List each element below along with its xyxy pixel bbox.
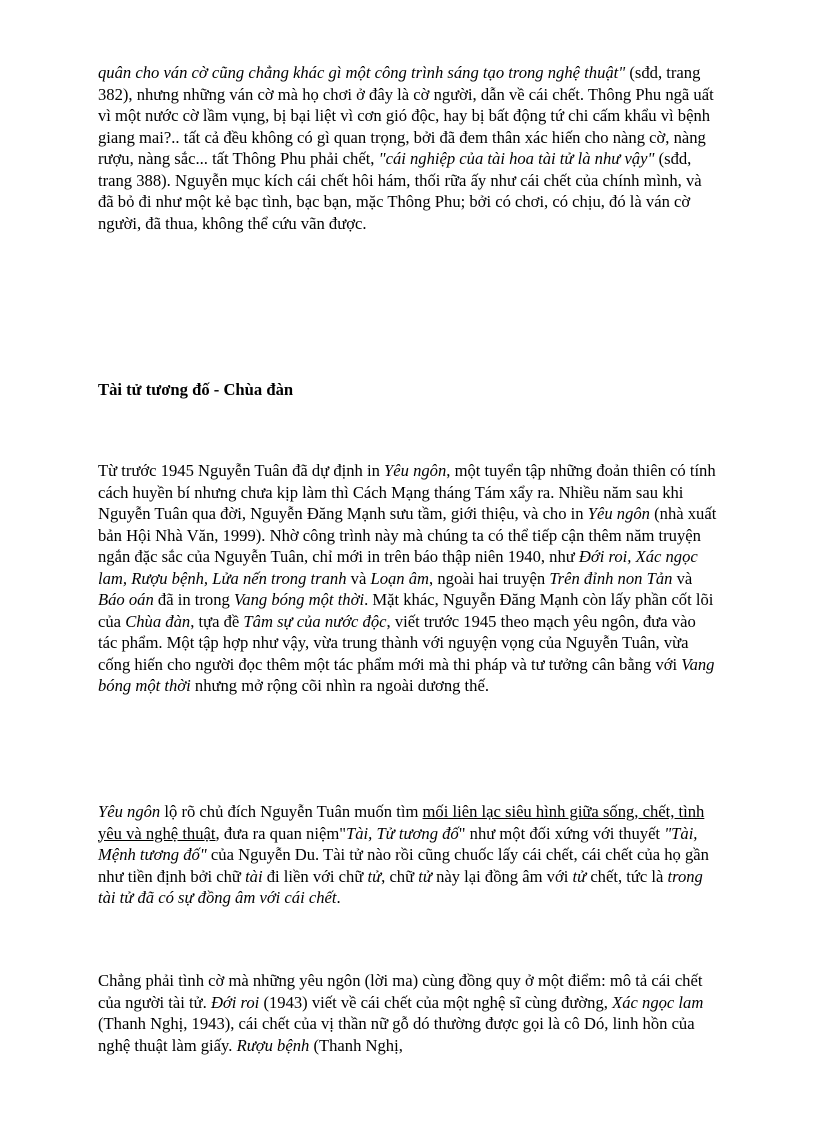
text-segment: Loạn âm bbox=[370, 568, 430, 588]
text-segment: , viết trước 1945 theo mạch yêu ngôn, đưa vào tác phẩm. Một tập hợp như vậy, vừa trung thành với nguyện vọng của Nguyễn Tuân, vừa cống hiến cho người đọc thêm một tác phẩm mới mà thi pháp và tư tưởng cân bằng với bbox=[98, 611, 696, 674]
text-segment: (Thanh Nghị, 1943), cái chết của vị thần nữ gỗ dó thường được gọi là cô Dó, linh hồn của nghệ thuật làm giấy. bbox=[98, 1014, 695, 1055]
text-segment: Yêu ngôn bbox=[98, 802, 161, 821]
text-segment: quân cho ván cờ cũng chẳng khác gì một công trình sáng tạo trong nghệ thuật" bbox=[98, 63, 626, 82]
text-segment: Xác ngọc lam bbox=[612, 992, 704, 1012]
text-segment: "cái nghiệp của tài hoa tài tử là như vậy" bbox=[378, 149, 655, 168]
text-segment: (Thanh Nghị, bbox=[309, 1035, 403, 1055]
text-segment: (sđd, trang 388). Nguyễn mục kích cái chết hôi hám, thối rữa ấy như cái chết của chính mình, và đã bỏ đi như một kẻ bạc tình, bạc bạn, mặc Thông Phu; bởi có chơi, có chịu, đó là ván cờ người, đã thua, không thể cứu vãn được. bbox=[98, 149, 702, 233]
paragraph-1 bbox=[98, 62, 718, 234]
text-segment: tử bbox=[418, 866, 432, 886]
text-segment: . bbox=[336, 888, 341, 907]
text-segment: Trên đỉnh non Tản bbox=[549, 568, 673, 588]
text-segment: Đới roi bbox=[210, 992, 260, 1012]
text-segment: (1943) viết về cái chết của một nghệ sĩ cùng đường, bbox=[259, 992, 613, 1012]
text-segment: Yêu ngôn bbox=[587, 504, 650, 523]
text-segment: (nhà xuất bản Hội Nhà Văn, 1999). Nhờ công trình này mà chúng ta có thể tiếp cận thêm năm truyện ngắn đặc sắc của Nguyễn Tuân, chỉ mới in trên báo thập niên 1940, như bbox=[98, 504, 717, 566]
text-segment: nhưng mở rộng cõi nhìn ra ngoài dương thế. bbox=[190, 676, 489, 695]
paragraph-2 bbox=[98, 460, 718, 697]
text-segment: " như một đối xứng với thuyết bbox=[458, 823, 665, 843]
text-segment: chết, tức là bbox=[586, 866, 668, 886]
text-segment: tài bbox=[245, 866, 263, 886]
section-heading: Tài tử tương đố - Chùa đàn bbox=[98, 380, 294, 399]
text-segment: , đưa ra quan niệm" bbox=[215, 823, 347, 843]
text-segment: , chữ bbox=[381, 866, 419, 886]
text-segment: Rượu bệnh bbox=[236, 1035, 310, 1055]
text-segment: Chẳng phải tình cờ mà những yêu ngôn (lời ma) cùng đồng quy ở một điểm: mô tả cái chết của người tài tử. bbox=[98, 971, 703, 1012]
text-segment: Vang bóng một thời bbox=[98, 654, 715, 695]
text-segment: Yêu ngôn bbox=[384, 461, 447, 480]
text-segment: tử bbox=[572, 866, 587, 886]
text-segment: đã in trong bbox=[153, 590, 234, 609]
paragraph-4 bbox=[98, 970, 718, 1056]
text-segment: (sđd, trang 382), nhưng những ván cờ mà họ chơi ở đây là cờ người, dẫn về cái chết. Thông Phu ngã uất vì một nước cờ lầm vụng, bị bại liệt vì cơn gió độc, hay bị bất động tứ chi cấm khẩu vì bệnh giang mai?.. tất cả đều không có gì quan trọng, bởi đã đem thân xác hiến cho nàng cờ, nàng rượu, nàng sắc... tất Thông Phu phải chết, bbox=[98, 63, 714, 168]
text-segment: Tài, Tử tương đố bbox=[346, 823, 459, 843]
text-segment: Vang bóng một thời bbox=[233, 590, 365, 609]
text-segment: của Nguyễn Du. Tài tử nào rồi cũng chuốc lấy cái chết, cái chết của họ gần như tiền định bởi chữ bbox=[98, 845, 709, 886]
text-segment: Từ trước 1945 Nguyễn Tuân đã dự định in bbox=[98, 461, 385, 480]
text-segment: Tâm sự của nước độc bbox=[243, 611, 387, 631]
text-segment: Báo oán bbox=[98, 590, 154, 609]
text-segment: tử bbox=[367, 866, 382, 886]
paragraph-3 bbox=[98, 801, 718, 909]
text-segment: Chùa đàn bbox=[125, 611, 191, 631]
text-segment: trong tài tử đã có sự đồng âm với cái chết bbox=[98, 866, 703, 907]
text-segment: và bbox=[672, 568, 693, 588]
text-segment: mối liên lạc siêu hình giữa sống, chết, tình yêu và nghệ thuật bbox=[98, 802, 705, 843]
text-segment: . Mặt khác, Nguyễn Đăng Mạnh còn lấy phần cốt lõi của bbox=[98, 590, 714, 631]
text-segment: , ngoài hai truyện bbox=[429, 568, 550, 588]
text-segment: "Tài, Mệnh tương đố" bbox=[98, 823, 698, 864]
text-segment: và bbox=[346, 568, 371, 588]
text-segment: , một tuyển tập những đoản thiên có tính cách huyền bí nhưng chưa kịp làm thì Cách Mạng tháng Tám xẩy ra. Nhiều năm sau khi Nguyễn Tuân qua đời, Nguyễn Đăng Mạnh sưu tầm, giới thiệu, và cho in bbox=[98, 461, 716, 523]
text-segment: lộ rõ chủ đích Nguyễn Tuân muốn tìm bbox=[160, 802, 423, 821]
text-segment: Đới roi, Xác ngọc lam, Rượu bệnh, Lửa nến trong tranh bbox=[98, 547, 698, 588]
text-segment: đi liền với chữ bbox=[262, 866, 368, 886]
text-segment: này lại đồng âm với bbox=[431, 866, 573, 886]
text-segment: , tựa đề bbox=[190, 611, 244, 631]
